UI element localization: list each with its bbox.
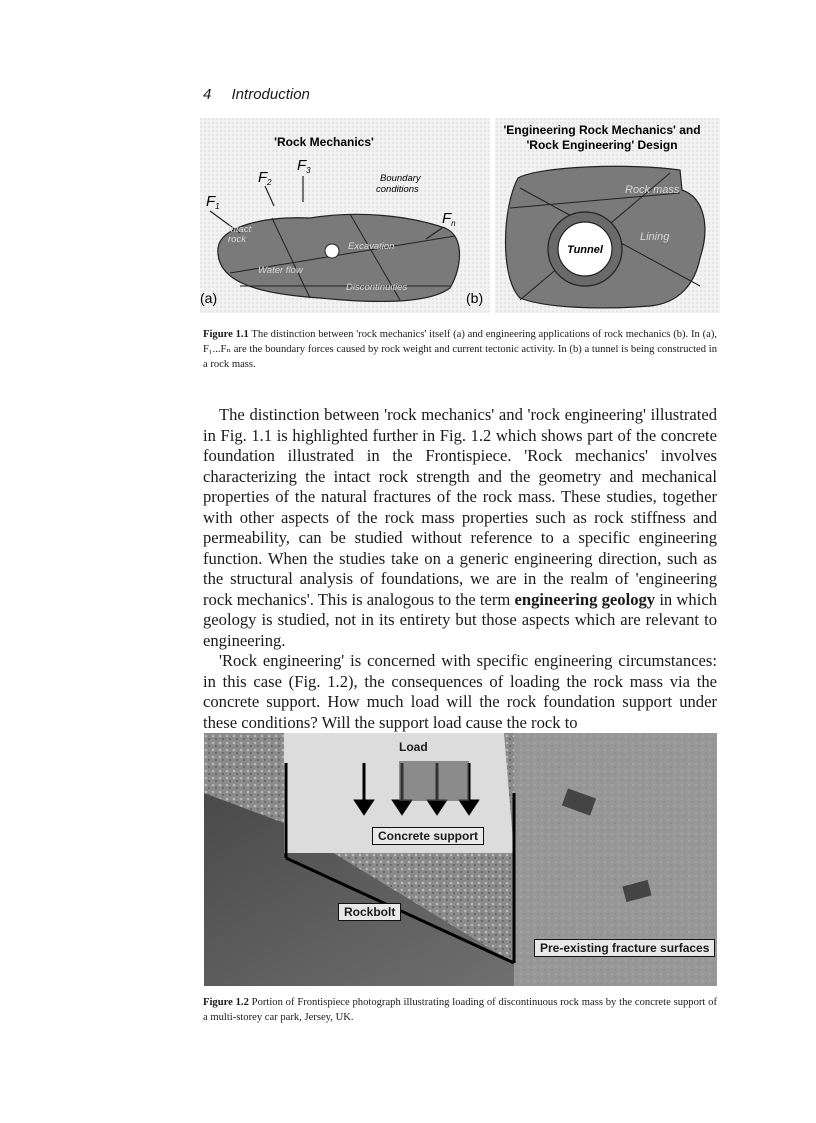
rock-body [218,214,460,301]
label-intact-2: rock [228,234,246,245]
figure-1-2-caption [203,995,717,1025]
figure-1-2-caption-text: Portion of Frontispiece photograph illustrating loading of discontinuous rock mass by the concrete support of a multi-storey car park, Jersey, UK. [203,997,717,1023]
label-pre-existing-fracture-surfaces: Pre-existing fracture surfaces [534,939,715,957]
figure-1-1-caption-text: The distinction between 'rock mechanics' itself (a) and engineering applications of rock mechanics (b). In (a), F₁...Fₙ are the boundary forces caused by rock weight and current tectonic activity. In (b) a tunnel is being constructed in a rock mass. [203,329,717,370]
label-boundary-2: conditions [376,184,419,195]
label-intact-1: Intact [228,224,252,235]
label-concrete-support: Concrete support [372,827,484,845]
body-paragraph-1: The distinction between 'rock mechanics' and 'rock engineering' illustrated in Fig. 1.1 is highlighted further in Fig. 1.2 which shows part of the concrete foundation illustrated in the Frontispiece. 'Rock mechanics' involves characterizing the intact rock strength and the geometry and mechanical properties of the natural fractures of the rock mass. These studies, together with other aspects of the rock mass properties such as rock stiffness and permeability, can be studied without reference to a specific engineering function. When the studies take on a generic engineering direction, such as the structural analysis of foundations, we are in the realm of 'engineering rock mechanics'. This is analogous to the term engineering geology in which geology is studied, not in its entirety but those aspects which are relevant to engineering. [203,405,717,650]
running-head-title: Introduction [231,86,310,103]
label-boundary-1: Boundary [380,173,421,184]
figure-1-1-caption [203,327,717,372]
panel-b-title-line-2: 'Rock Engineering' Design [526,138,678,152]
panel-b-title-line-1: 'Engineering Rock Mechanics' and [503,123,701,137]
upper-structure-shadow [399,761,469,801]
figure-1-2-caption-label: Figure 1.2 [203,997,249,1008]
figure-1-1-diagram [200,118,720,318]
page-number: 4 [203,86,212,103]
panel-a-title: 'Rock Mechanics' [274,135,374,149]
force-label-f3: $F_3$ [297,157,311,175]
label-water-flow: Water flow [258,265,303,276]
excavation-marker [325,244,339,258]
body-paragraph-2: 'Rock engineering' is concerned with specific engineering circumstances: in this case (Fig. 1.2), the consequences of loading the rock mass via the concrete support. How much load will the rock foundation support under these conditions? Will the support load cause the rock to [203,651,717,732]
figure-1-1-caption-label: Figure 1.1 [203,329,249,340]
force-label-fn: $F_n$ [442,210,456,228]
label-tunnel: Tunnel [567,244,603,256]
term-engineering-geology: engineering geology [514,589,656,609]
force-label-f1: $F_1$ [206,193,220,211]
label-lining: Lining [640,231,670,243]
label-rockbolt: Rockbolt [338,903,401,921]
label-load: Load [399,740,428,754]
running-head [203,86,310,103]
label-rock-mass: Rock mass [625,184,680,196]
label-discontinuities: Discontinuities [346,282,408,293]
label-excavation: Excavation [348,241,395,252]
panel-a-label: (a) [200,290,218,306]
force-label-f2: $F_2$ [258,169,272,187]
body-text [203,405,717,733]
figure-1-2-photo [204,733,717,986]
figure-1-1 [200,118,720,318]
panel-b-label: (b) [466,290,484,306]
